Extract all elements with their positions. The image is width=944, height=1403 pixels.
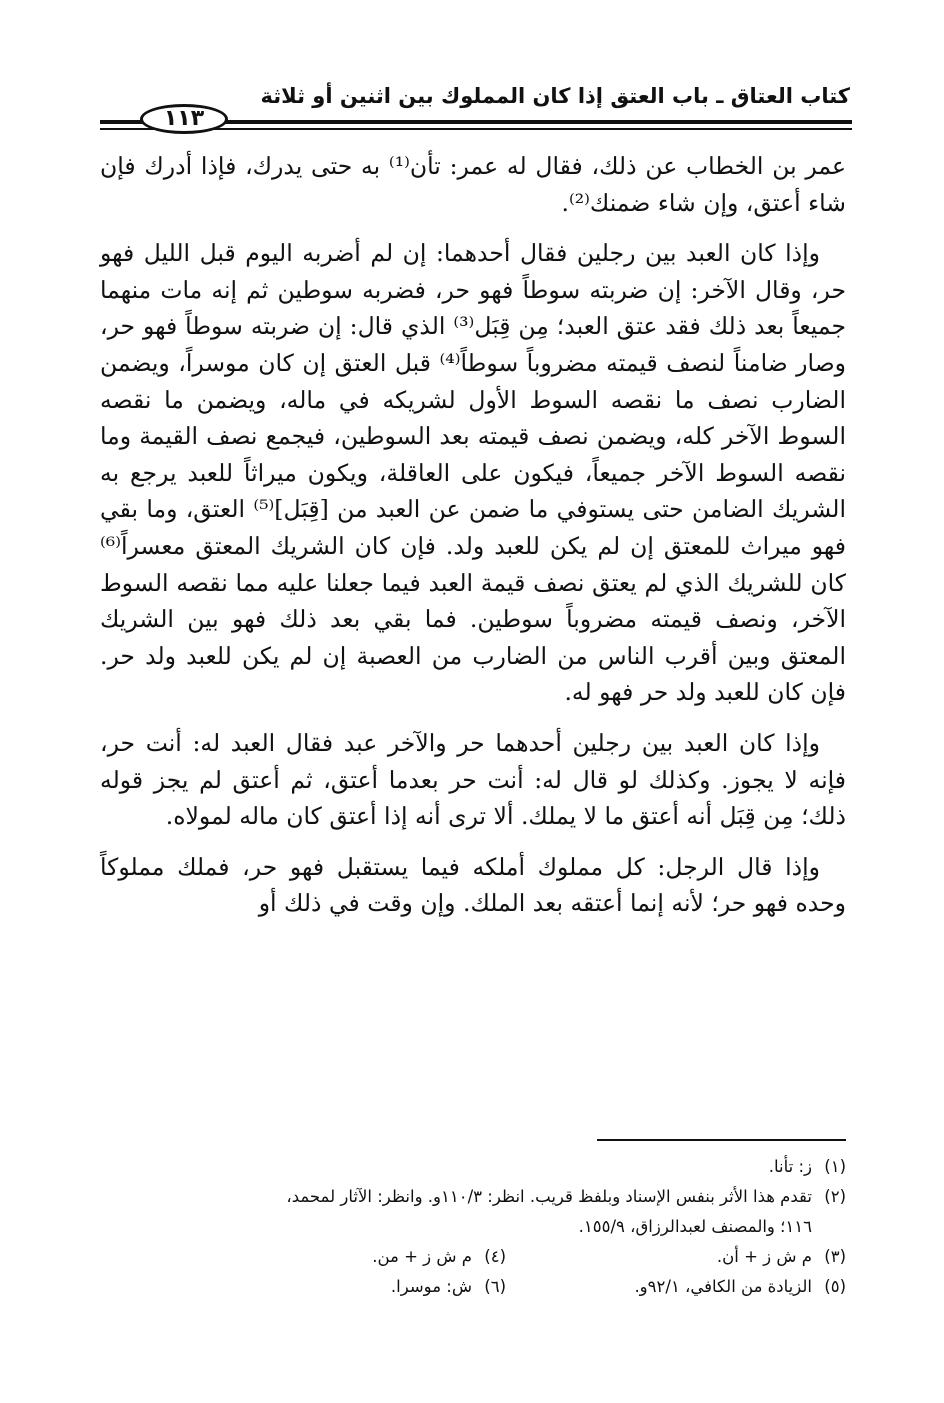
main-text	[100, 148, 846, 936]
footnote-2-continuation	[100, 1212, 846, 1242]
footnote-number: (٢)	[824, 1187, 846, 1206]
footnote-5	[506, 1272, 846, 1302]
footnote-separator	[597, 1139, 846, 1141]
footnote-2	[100, 1182, 846, 1212]
footnotes	[100, 1152, 846, 1302]
footnote-text: ز: تأنا.	[768, 1157, 812, 1176]
footnote-1	[100, 1152, 846, 1182]
footnote-number: (٦)	[484, 1277, 506, 1296]
paragraph: وإذا كان العبد بين رجلين أحدهما حر والآخر عبد فقال العبد له: أنت حر، فإنه لا يجوز. وكذلك لو قال له: أنت حر بعدما أعتق، ثم أعتق لم يجز قوله ذلك؛ مِن قِبَل أنه أعتق ما لا يملك. ألا ترى أنه إذا أعتق كان ماله لمولاه.	[100, 728, 846, 831]
running-head: كتاب العتاق ـ باب العتق إذا كان المملوك بين اثنين أو ثلاثة	[260, 84, 850, 108]
paragraph: عمر بن الخطاب عن ذلك، فقال له عمر: تأن⁽¹⁾ به حتى يدرك، فإذا أدرك فإن شاء أعتق، وإن شاء ضمنك⁽²⁾.	[100, 152, 846, 217]
footnote-6	[166, 1272, 506, 1302]
footnote-text: م ش ز + أن.	[716, 1247, 812, 1266]
footnote-text: تقدم هذا الأثر بنفس الإسناد وبلفظ قريب. انظر: ١١٠/٣و. وانظر: الآثار لمحمد،	[286, 1187, 812, 1206]
page-header	[100, 78, 852, 138]
footnote-text: م ش ز + من.	[372, 1247, 472, 1266]
footnote-text: ١١٦؛ والمصنف لعبدالرزاق، ١٥٥/٩.	[578, 1217, 812, 1236]
page-number: ١١٣	[140, 104, 228, 134]
footnote-number: (٣)	[824, 1247, 846, 1266]
footnote-number: (٥)	[824, 1277, 846, 1296]
footnote-row	[100, 1272, 846, 1302]
footnote-4	[166, 1242, 506, 1272]
footnote-text: ش: موسرا.	[390, 1277, 472, 1296]
footnote-number: (٤)	[484, 1247, 506, 1266]
paragraph: وإذا كان العبد بين رجلين فقال أحدهما: إن لم أضربه اليوم قبل الليل فهو حر، وقال الآخر: إن ضربته سوطاً فهو حر، فضربه سوطين ثم إنه مات منهما جميعاً بعد ذلك فقد عتق العبد؛ مِن قِبَل⁽³⁾ الذي قال: إن ضربته سوطاً فهو حر، وصار ضامناً لنصف قيمته مضروباً سوطاً⁽⁴⁾ قبل العتق إن كان موسراً، ويضمن الضارب نصف ما نقصه السوط الأول لشريكه في ماله، ويضمن ما نقصه السوط الآخر كله، ويضمن نصف قيمته بعد السوطين، فيجمع نصف القيمة وما نقصه السوط الآخر جميعاً، فيكون على العاقلة، ويكون ميراثاً للعبد يرجع به الشريك الضامن حتى يستوفي ما ضمن عن العبد من [قِبَل]⁽⁵⁾ العتق، وما بقي فهو ميراث للمعتق إن لم يكن للعبد ولد. فإن كان الشريك المعتق معسراً⁽⁶⁾ كان للشريك الذي لم يعتق نصف قيمة العبد فيما جعلنا عليه مما نقصه السوط الآخر، ونصف قيمته مضروباً سوطين. فما بقي بعد ذلك فهو بين الشريك المعتق وبين أقرب الناس من الضارب من العصبة إن لم يكن للعبد ولد حر. فإن كان للعبد ولد حر فهو له.	[100, 239, 846, 707]
footnote-text: الزيادة من الكافي، ٩٢/١و.	[634, 1277, 812, 1296]
footnote-number: (١)	[824, 1157, 846, 1176]
paragraph: وإذا قال الرجل: كل مملوك أملكه فيما يستقبل فهو حر، فملك مملوكاً وحده فهو حر؛ لأنه إنما أعتقه بعد الملك. وإن وقت في ذلك أو	[100, 852, 846, 918]
footnote-row	[100, 1242, 846, 1272]
footnote-3	[506, 1242, 846, 1272]
